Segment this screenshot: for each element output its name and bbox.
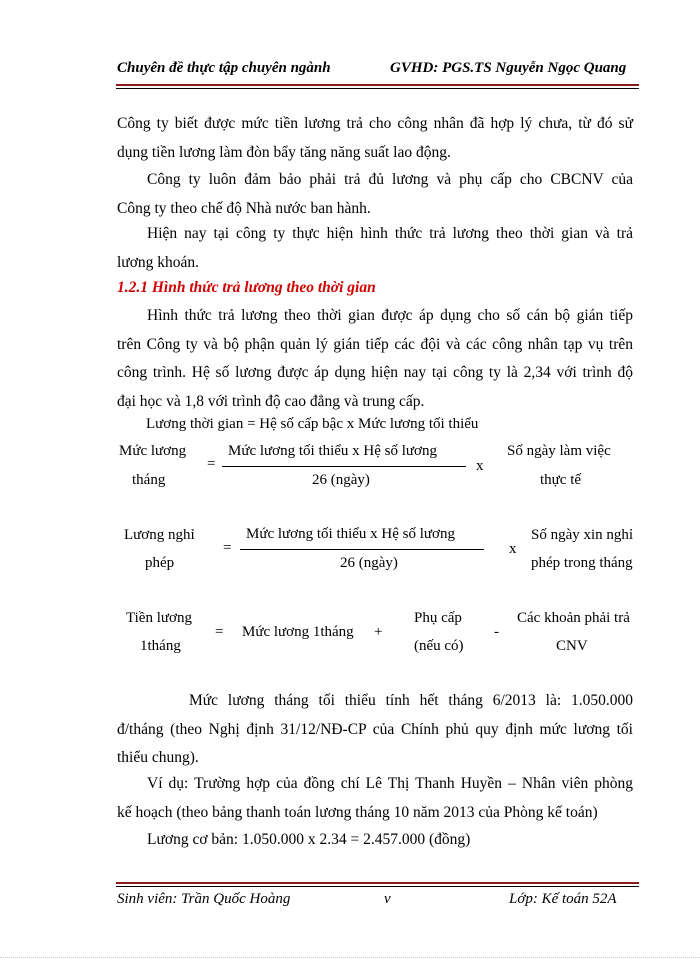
- paragraph-6: [117, 770, 633, 827]
- formula-term: Phụ cấp: [414, 610, 462, 626]
- footer-rule: [116, 882, 639, 884]
- formula-right: Số ngày xin nghỉ: [531, 527, 634, 543]
- fraction-numerator: Mức lương tối thiểu x Hệ số lương: [246, 526, 455, 542]
- fraction-line: [240, 549, 484, 550]
- formula-term: Mức lương 1tháng: [242, 624, 354, 640]
- header-left: Chuyên đề thực tập chuyên ngành: [117, 60, 331, 76]
- header-rule: [116, 84, 639, 86]
- equals-sign: =: [207, 456, 216, 472]
- text-line: dụng tiền lương làm đòn bẩy tăng năng suất lao động.: [117, 143, 451, 161]
- paragraph-7: Lương cơ bản: 1.050.000 x 2.34 = 2.457.000 (đồng): [147, 831, 471, 848]
- fraction-denominator: 26 (ngày): [340, 555, 398, 571]
- plus-sign: +: [374, 624, 383, 640]
- fraction-denominator: 26 (ngày): [312, 472, 370, 488]
- times-sign: x: [509, 541, 517, 557]
- text-line: trên Công ty và bộ phận quản lý gián tiếp các đội và các công nhân tạp vụ trên: [117, 335, 633, 353]
- text-line: lương khoán.: [117, 253, 200, 271]
- formula-label: Tiền lương: [126, 610, 192, 626]
- text-line: đại học và 1,8 với trình độ cao đẳng và trung cấp.: [117, 392, 425, 410]
- formula-label: tháng: [132, 472, 166, 488]
- page-edge-dotted-line: [0, 957, 700, 958]
- times-sign: x: [476, 458, 484, 474]
- text-line: Ví dụ: Trường hợp của đồng chí Lê Thị Thanh Huyền – Nhân viên phòng: [147, 775, 633, 792]
- formula-right: thực tế: [540, 472, 582, 488]
- header-rule-thin: [116, 88, 639, 89]
- text-line: công trình. Hệ số lương được áp dụng hiện nay tại công ty là 2,34 với trình độ: [117, 364, 633, 381]
- formula-time-wage: Lương thời gian = Hệ số cấp bậc x Mức lương tối thiểu: [146, 416, 479, 432]
- text-line: Công ty biết được mức tiền lương trả cho công nhân đã hợp lý chưa, từ đó sử: [117, 115, 633, 132]
- formula-label: 1tháng: [140, 638, 181, 654]
- text-line: Công ty luôn đảm bảo phải trả đủ lương và phụ cấp cho CBCNV của: [147, 171, 633, 188]
- minus-sign: -: [494, 624, 499, 640]
- text-line: đ/tháng (theo Nghị định 31/12/NĐ-CP của Chính phủ quy định mức lương tối: [117, 720, 633, 738]
- formula-term: CNV: [556, 638, 588, 654]
- text-line: Hiện nay tại công ty thực hiện hình thức trả lương theo thời gian và trả: [147, 225, 633, 242]
- paragraph-2: [117, 166, 633, 223]
- paragraph-4: [117, 302, 633, 416]
- formula-term: (nếu có): [414, 638, 464, 654]
- text-line: kế hoạch (theo bảng thanh toán lương tháng 10 năm 2013 của Phòng kế toán): [117, 803, 598, 821]
- text-line: Công ty theo chế độ Nhà nước ban hành.: [117, 199, 371, 217]
- section-heading: 1.2.1 Hình thức trả lương theo thời gian: [117, 279, 376, 296]
- paragraph-3: [117, 220, 633, 277]
- page-number: v: [384, 891, 391, 907]
- equals-sign: =: [215, 624, 224, 640]
- fraction-line: [222, 466, 466, 467]
- text-line: Mức lương tháng tối thiểu tính hết tháng 6/2013 là: 1.050.000: [189, 692, 633, 709]
- formula-right: Số ngày làm việc: [507, 443, 611, 459]
- paragraph-1: [117, 110, 633, 167]
- header-right: GVHD: PGS.TS Nguyễn Ngọc Quang: [390, 60, 627, 76]
- footer-left: Sinh viên: Trần Quốc Hoàng: [117, 891, 291, 907]
- formula-label: phép: [145, 555, 175, 571]
- fraction-numerator: Mức lương tối thiểu x Hệ số lương: [228, 443, 437, 459]
- text-line: thiểu chung).: [117, 749, 199, 766]
- text-line: Hình thức trả lương theo thời gian được áp dụng cho số cán bộ gián tiếp: [147, 307, 633, 324]
- footer-rule-thin: [116, 886, 639, 887]
- formula-label: Mức lương: [119, 443, 187, 459]
- paragraph-5: [117, 687, 633, 773]
- formula-right: phép trong tháng: [531, 555, 633, 571]
- equals-sign: =: [223, 540, 232, 556]
- footer-right: Lớp: Kế toán 52A: [509, 891, 617, 907]
- formula-label: Lương nghỉ: [124, 527, 195, 543]
- formula-term: Các khoản phải trả: [517, 610, 630, 626]
